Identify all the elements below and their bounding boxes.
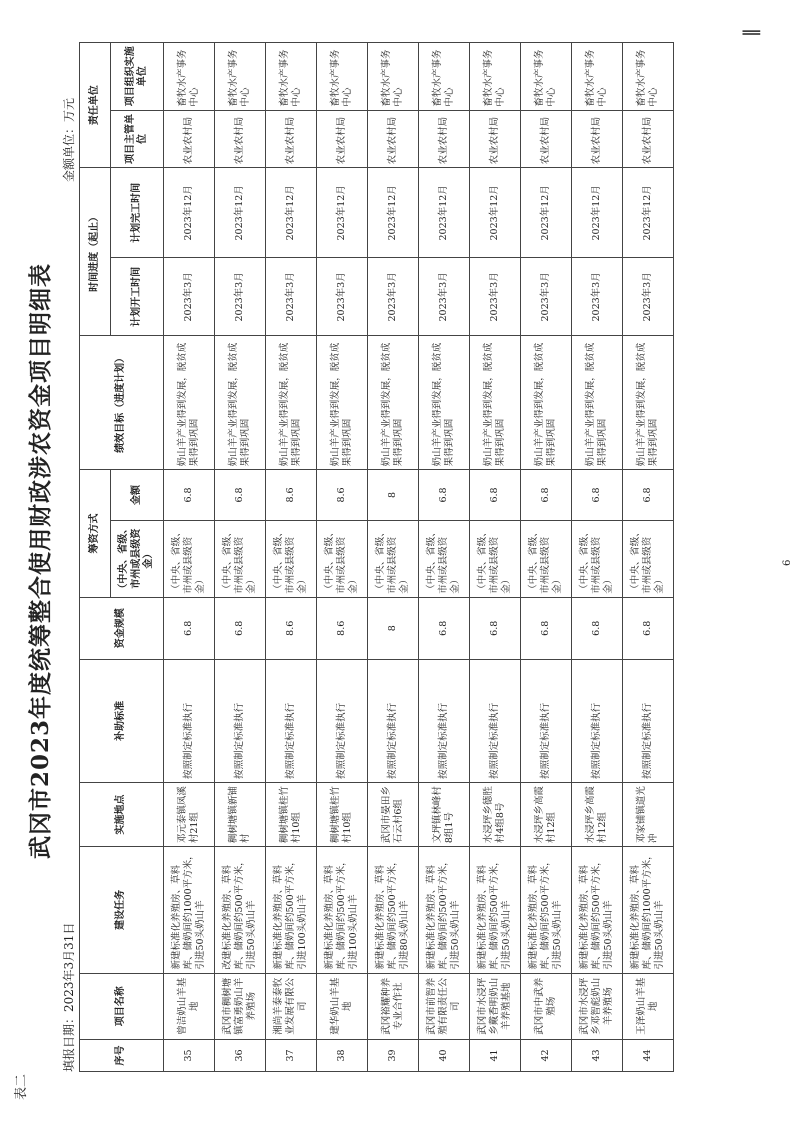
cell-name: 武冈市水浸坪乡戴香明奶山羊养殖基地 xyxy=(470,973,521,1039)
cell-source: （中央、省级、市州或县级资金） xyxy=(419,520,470,597)
table-row xyxy=(623,43,674,1072)
cell-name: 武冈市稠树塘镇富勇奶山羊养殖场 xyxy=(215,973,266,1039)
cell-standard: 按照制定标准执行 xyxy=(470,659,521,782)
cell-start: 2023年3月 xyxy=(266,258,317,336)
header-scale: 资金规模 xyxy=(80,597,164,659)
cell-seq: 38 xyxy=(317,1039,368,1071)
cell-dept: 农业农村局 xyxy=(521,110,572,168)
cell-end: 2023年12月 xyxy=(521,168,572,258)
table-row xyxy=(164,43,215,1072)
cell-scale: 6.8 xyxy=(470,597,521,659)
cell-start: 2023年3月 xyxy=(470,258,521,336)
cell-name: 曾洁奶山羊基地 xyxy=(164,973,215,1039)
cell-dept: 农业农村局 xyxy=(623,110,674,168)
cell-target: 奶山羊产业得到发展，脱贫成果得到巩固 xyxy=(368,336,419,470)
cell-source: （中央、省级、市州或县级资金） xyxy=(164,520,215,597)
cell-impl: 畜牧水产事务中心 xyxy=(215,43,266,111)
table-row xyxy=(419,43,470,1072)
cell-task: 新建标准化养殖房、草料库、储奶间约500平方米，引进50头奶山羊 xyxy=(419,847,470,973)
cell-seq: 39 xyxy=(368,1039,419,1071)
cell-source: （中央、省级、市州或县级资金） xyxy=(317,520,368,597)
header-amount: 金额 xyxy=(111,470,164,520)
cell-amount: 8.6 xyxy=(266,470,317,520)
cell-impl: 畜牧水产事务中心 xyxy=(470,43,521,111)
cell-site: 邓元泰镇凤溪村21组 xyxy=(164,782,215,846)
cell-scale: 6.8 xyxy=(572,597,623,659)
header-start: 计划开工时间 xyxy=(111,258,164,336)
header-impl: 项目组织实施单位 xyxy=(111,43,164,111)
cell-site: 武冈市晏田乡石云村6组 xyxy=(368,782,419,846)
cell-task: 新建标准化养殖房、草料库、储奶间约500平方米，引进50头奶山羊 xyxy=(521,847,572,973)
cell-name: 建华奶山羊基地 xyxy=(317,973,368,1039)
cell-name: 湘尚羊泰泰牧业发展有限公司 xyxy=(266,973,317,1039)
table-row xyxy=(317,43,368,1072)
cell-end: 2023年12月 xyxy=(215,168,266,258)
table-row xyxy=(572,43,623,1072)
cell-target: 奶山羊产业得到发展，脱贫成果得到巩固 xyxy=(419,336,470,470)
cell-standard: 按照制定标准执行 xyxy=(317,659,368,782)
cell-dept: 农业农村局 xyxy=(419,110,470,168)
cell-site: 稠树塘镇桂竹村10组 xyxy=(317,782,368,846)
cell-impl: 畜牧水产事务中心 xyxy=(419,43,470,111)
cell-site: 稠树塘镇新铺村 xyxy=(215,782,266,846)
cell-dept: 农业农村局 xyxy=(368,110,419,168)
cell-scale: 6.8 xyxy=(521,597,572,659)
cell-task: 新建标准化养殖房、草料库、储奶间约500平方米，引进100头奶山羊 xyxy=(266,847,317,973)
header-target: 绩效目标（进度计划） xyxy=(80,336,164,470)
cell-name: 武冈市水浸坪乡邓智彪奶山羊养殖场 xyxy=(572,973,623,1039)
cell-standard: 按照制定标准执行 xyxy=(266,659,317,782)
cell-impl: 畜牧水产事务中心 xyxy=(266,43,317,111)
project-table xyxy=(79,42,674,1072)
cell-start: 2023年3月 xyxy=(164,258,215,336)
cell-target: 奶山羊产业得到发展，脱贫成果得到巩固 xyxy=(470,336,521,470)
header-task: 建设任务 xyxy=(80,847,164,973)
cell-site: 水浸坪乡高霞村12组 xyxy=(572,782,623,846)
cell-source: （中央、省级、市州或县级资金） xyxy=(470,520,521,597)
cell-scale: 6.8 xyxy=(215,597,266,659)
header-dept: 项目主管单位 xyxy=(111,110,164,168)
cell-source: （中央、省级、市州或县级资金） xyxy=(623,520,674,597)
cell-scale: 6.8 xyxy=(623,597,674,659)
cell-impl: 畜牧水产事务中心 xyxy=(368,43,419,111)
cell-source: （中央、省级、市州或县级资金） xyxy=(572,520,623,597)
cell-start: 2023年3月 xyxy=(419,258,470,336)
cell-task: 新建标准化养殖房、草料库、储奶间约500平方米，引进100头奶山羊 xyxy=(317,847,368,973)
fill-date: 填报日期：2023年3月31日 xyxy=(62,922,76,1072)
table-row xyxy=(368,43,419,1072)
header-standard: 补助标准 xyxy=(80,659,164,782)
cell-target: 奶山羊产业得到发展，脱贫成果得到巩固 xyxy=(317,336,368,470)
cell-name: 武冈裕耀种养专业合作社 xyxy=(368,973,419,1039)
cell-scale: 8.6 xyxy=(317,597,368,659)
header-time-group: 时间进度（起止） xyxy=(80,168,111,336)
cell-end: 2023年12月 xyxy=(368,168,419,258)
cell-standard: 按照制定标准执行 xyxy=(419,659,470,782)
cell-amount: 6.8 xyxy=(164,470,215,520)
cell-dept: 农业农村局 xyxy=(572,110,623,168)
table-row xyxy=(266,43,317,1072)
cell-seq: 41 xyxy=(470,1039,521,1071)
cell-name: 王泽奶山羊基地 xyxy=(623,973,674,1039)
cell-site: 文坪镇林峰村8组1号 xyxy=(419,782,470,846)
cell-start: 2023年3月 xyxy=(317,258,368,336)
cell-impl: 畜牧水产事务中心 xyxy=(623,43,674,111)
cell-amount: 6.8 xyxy=(572,470,623,520)
cell-standard: 按照制定标准执行 xyxy=(521,659,572,782)
page-title: 武冈市2023年度统筹整合使用财政涉农资金项目明细表 xyxy=(27,263,54,860)
cell-site: 稠树塘镇桂竹村10组 xyxy=(266,782,317,846)
cell-scale: 8.6 xyxy=(266,597,317,659)
header-funding-source: （中央、省级、市州或县级资金） xyxy=(111,520,164,597)
cell-seq: 36 xyxy=(215,1039,266,1071)
cell-amount: 6.8 xyxy=(521,470,572,520)
cell-scale: 8 xyxy=(368,597,419,659)
cell-name: 武冈市前智养殖有限责任公司 xyxy=(419,973,470,1039)
table-body xyxy=(164,43,674,1072)
cell-source: （中央、省级、市州或县级资金） xyxy=(266,520,317,597)
cell-scale: 6.8 xyxy=(164,597,215,659)
cell-amount: 6.8 xyxy=(623,470,674,520)
cell-impl: 畜牧水产事务中心 xyxy=(572,43,623,111)
cell-seq: 37 xyxy=(266,1039,317,1071)
margin-mark: ‖ xyxy=(740,28,761,37)
cell-seq: 35 xyxy=(164,1039,215,1071)
cell-seq: 42 xyxy=(521,1039,572,1071)
cell-source: （中央、省级、市州或县级资金） xyxy=(215,520,266,597)
cell-scale: 6.8 xyxy=(419,597,470,659)
cell-end: 2023年12月 xyxy=(419,168,470,258)
cell-dept: 农业农村局 xyxy=(164,110,215,168)
cell-start: 2023年3月 xyxy=(368,258,419,336)
header-name: 项目名称 xyxy=(80,973,164,1039)
cell-amount: 6.8 xyxy=(470,470,521,520)
cell-seq: 44 xyxy=(623,1039,674,1071)
cell-standard: 按照制定标准执行 xyxy=(572,659,623,782)
cell-site: 水浸坪乡德胜村4组8号 xyxy=(470,782,521,846)
cell-dept: 农业农村局 xyxy=(317,110,368,168)
cell-dept: 农业农村局 xyxy=(266,110,317,168)
cell-start: 2023年3月 xyxy=(215,258,266,336)
cell-seq: 43 xyxy=(572,1039,623,1071)
cell-end: 2023年12月 xyxy=(572,168,623,258)
cell-task: 新建标准化养殖房、草料库、储奶间约1000平方米，引进50头奶山羊 xyxy=(623,847,674,973)
cell-target: 奶山羊产业得到发展，脱贫成果得到巩固 xyxy=(164,336,215,470)
cell-source: （中央、省级、市州或县级资金） xyxy=(521,520,572,597)
cell-dept: 农业农村局 xyxy=(215,110,266,168)
cell-start: 2023年3月 xyxy=(623,258,674,336)
cell-standard: 按照制定标准执行 xyxy=(368,659,419,782)
cell-impl: 畜牧水产事务中心 xyxy=(164,43,215,111)
amount-unit: 金额单位：万元 xyxy=(62,97,76,182)
header-seq: 序号 xyxy=(80,1039,164,1071)
cell-source: （中央、省级、市州或县级资金） xyxy=(368,520,419,597)
cell-end: 2023年12月 xyxy=(470,168,521,258)
cell-end: 2023年12月 xyxy=(317,168,368,258)
table-row xyxy=(521,43,572,1072)
page-number: 6 xyxy=(782,559,793,566)
cell-target: 奶山羊产业得到发展，脱贫成果得到巩固 xyxy=(623,336,674,470)
cell-standard: 按照制定标准执行 xyxy=(623,659,674,782)
cell-site: 水浸坪乡高霞村12组 xyxy=(521,782,572,846)
cell-amount: 8.6 xyxy=(317,470,368,520)
cell-end: 2023年12月 xyxy=(266,168,317,258)
cell-dept: 农业农村局 xyxy=(470,110,521,168)
cell-standard: 按照制定标准执行 xyxy=(215,659,266,782)
cell-name: 武冈市中武养殖场 xyxy=(521,973,572,1039)
corner-label: 表二 xyxy=(14,1073,29,1100)
header-site: 实施地点 xyxy=(80,782,164,846)
cell-standard: 按照制定标准执行 xyxy=(164,659,215,782)
cell-site: 邓家铺镇道光冲 xyxy=(623,782,674,846)
table-row xyxy=(470,43,521,1072)
cell-amount: 6.8 xyxy=(215,470,266,520)
cell-task: 新建标准化养殖房、草料库、储奶间约1000平方米，引进50头奶山羊 xyxy=(164,847,215,973)
cell-seq: 40 xyxy=(419,1039,470,1071)
cell-impl: 畜牧水产事务中心 xyxy=(317,43,368,111)
cell-end: 2023年12月 xyxy=(164,168,215,258)
cell-task: 新建标准化养殖房、草料库、储奶间约500平方米，引进50头奶山羊 xyxy=(470,847,521,973)
cell-end: 2023年12月 xyxy=(623,168,674,258)
cell-target: 奶山羊产业得到发展，脱贫成果得到巩固 xyxy=(215,336,266,470)
table-row xyxy=(215,43,266,1072)
cell-target: 奶山羊产业得到发展，脱贫成果得到巩固 xyxy=(521,336,572,470)
cell-target: 奶山羊产业得到发展，脱贫成果得到巩固 xyxy=(266,336,317,470)
cell-task: 新建标准化养殖房、草料库、储奶间约500平方米，引进50头奶山羊 xyxy=(572,847,623,973)
cell-start: 2023年3月 xyxy=(521,258,572,336)
header-funding-group: 筹资方式 xyxy=(80,470,111,597)
cell-start: 2023年3月 xyxy=(572,258,623,336)
header-resp-group: 责任单位 xyxy=(80,43,111,168)
cell-amount: 6.8 xyxy=(419,470,470,520)
cell-task: 新建标准化养殖房、草料库、储奶间约500平方米，引进80头奶山羊 xyxy=(368,847,419,973)
header-end: 计划完工时间 xyxy=(111,168,164,258)
cell-amount: 8 xyxy=(368,470,419,520)
cell-task: 改建标准化养殖房、草料库、储奶间约500平方米，引进50头奶山羊 xyxy=(215,847,266,973)
cell-target: 奶山羊产业得到发展，脱贫成果得到巩固 xyxy=(572,336,623,470)
cell-impl: 畜牧水产事务中心 xyxy=(521,43,572,111)
